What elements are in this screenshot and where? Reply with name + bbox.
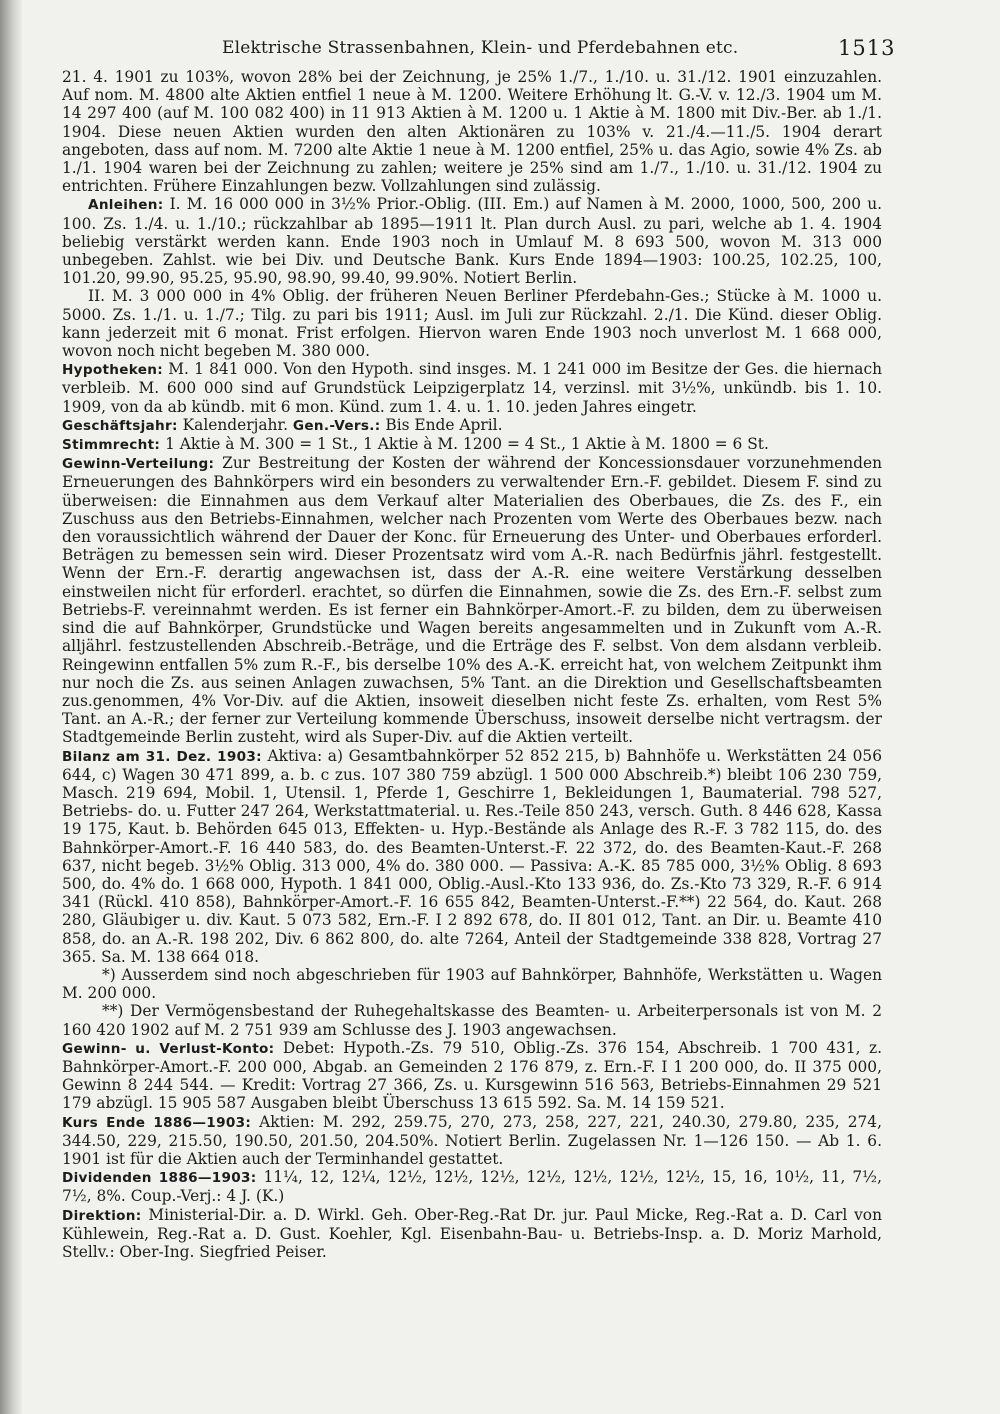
section-label: Dividenden 1886—1903: — [62, 1170, 257, 1187]
page-number: 1513 — [838, 36, 896, 60]
paragraph-text: II. M. 3 000 000 in 4% Oblig. der früheren Neuen Berliner Pferdebahn-Ges.; Stücke à M. 1000 u. 5000. Zs. 1./1. u. 1./7.; Tilg. zu pari bis 1911; Ausl. im Juli zur Rückzahl. 2./1. Die Künd. dieser Oblig. kann jederzeit mit 6 monat. Frist erfolgen. Hiervon waren Ende 1903 noch unverlost M. 1 668 000, wovon noch nicht begeben M. 380 000. — [62, 287, 882, 361]
scan-binding-edge — [0, 0, 22, 1414]
running-title: Elektrische Strassenbahnen, Klein- und Pferdebahnen etc. — [222, 38, 739, 58]
paragraph-direktion — [62, 1206, 882, 1262]
paragraph-text: Aktiva: a) Gesamtbahnkörper 52 852 215, b) Bahnhöfe u. Werkstätten 24 056 644, c) Wagen 30 471 899, a. b. c zus. 107 380 759 abzügl. 1 500 000 Abschreib.*) bleibt 106 230 759, Masch. 219 694, Mobil. 1, Utensil. 1, Pferde 1, Geschirre 1, Bekleidungen 1, Baumaterial. 798 527, Betriebs- do. u. Futter 247 264, Werkstattmaterial. u. Res.-Teile 850 243, versch. Guth. 8 446 628, Kassa 19 175, Kaut. b. Behörden 645 013, Effekten- u. Hyp.-Bestände als Anlage des R.-F. 3 782 115, do. des Bahnkörper-Amort.-F. 16 440 583, do. des Beamten-Unterst.-F. 22 372, do. des Beamten-Kaut.-F. 268 637, nicht begeb. 3½% Oblig. 313 000, 4% do. 380 000. — Passiva: A.-K. 85 785 000, 3½% Oblig. 8 693 500, do. 4% do. 1 668 000, Hypoth. 1 841 000, Oblig.-Ausl.-Kto 133 936, do. Zs.-Kto 73 329, R.-F. 6 914 341 (Rückl. 410 858), Bahnkörper-Amort.-F. 16 655 842, Beamten-Unterst.-F.**) 22 564, do. Kaut. 268 280, Gläubiger u. div. Kaut. 5 073 582, Ern.-F. I 2 892 678, do. II 801 012, Tant. an Dir. u. Beamte 410 858, do. an A.-R. 198 202, Div. 6 862 800, do. alte 7264, Anteil der Stadtgemeinde 338 828, Vortrag 27 365. Sa. M. 138 664 018. — [62, 746, 882, 966]
paragraph-text: I. M. 16 000 000 in 3½% Prior.-Oblig. (III. Em.) auf Namen à M. 2000, 1000, 500, 200 u. 100. Zs. 1./4. u. 1./10.; rückzahlbar ab 1895—1911 lt. Plan durch Ausl. zu pari, welche ab 1. 4. 1904 beliebig verstärkt werden kann. Ende 1903 noch in Umlauf M. 8 693 500, wovon M. 313 000 unbegeben. Zahlst. wie bei Div. und Deutsche Bank. Kurs Ende 1894—1903: 100.25, 102.25, 100, 101.20, 99.90, 95.25, 95.90, 98.90, 99.40, 99.90%. Notiert Berlin. — [62, 195, 883, 288]
paragraph-gewinn-verlust-konto — [62, 1039, 882, 1113]
paragraph-hypotheken — [62, 360, 882, 416]
paragraph-kurs — [62, 1113, 882, 1169]
paragraph-text: Aktien: M. 292, 259.75, 270, 273, 258, 227, 221, 240.30, 279.80, 235, 274, 344.50, 229, 215.50, 190.50, 201.50, 204.50%. Notiert Berlin. Zugelassen Nr. 1—126 150. — Ab 1. 6. 1901 ist für die Aktien auch der Terminhandel gestattet. — [62, 1112, 882, 1168]
paragraph-capital-increase — [62, 68, 882, 195]
section-label: Stimmrecht: — [62, 437, 161, 454]
paragraph-text: Debet: Hypoth.-Zs. 79 510, Oblig.-Zs. 376 154, Abschreib. 1 700 431, z. Bahnkörper-Amort.-F. 200 000, Abgab. an Gemeinden 2 176 879, z. Ern.-F. I 1 200 000, do. II 375 000, Gewinn 8 244 544. — Kredit: Vortrag 27 366, Zs. u. Kursgewinn 516 563, Betriebs-Einnahmen 29 521 179 abzügl. 15 905 587 Ausgaben bleibt Überschuss 13 615 592. Sa. M. 14 159 521. — [62, 1038, 882, 1113]
paragraph-stimmrecht — [62, 435, 882, 454]
paragraph-text: Kalenderjahr. — [182, 415, 288, 434]
paragraph-gewinn-verteilung — [62, 454, 882, 746]
paragraph-geschaeftsjahr — [62, 416, 882, 435]
page-header — [0, 38, 1000, 66]
section-label: Anleihen: — [88, 197, 164, 214]
paragraph-text: M. 1 841 000. Von den Hypoth. sind insges. M. 1 241 000 im Besitze der Ges. die hiernach verbleib. M. 600 000 sind auf Grundstück Leipzigerplatz 14, verzinsl. mit 3½%, unkündb. bis 1. 10. 1909, von da ab kündb. mit 6 mon. Künd. zum 1. 4. u. 1. 10. jeden Jahres eingetr. — [62, 360, 882, 416]
section-label: Gewinn- u. Verlust-Konto: — [62, 1040, 275, 1057]
section-label: Hypotheken: — [62, 362, 164, 379]
section-label-gen-vers: Gen.-Vers.: — [292, 417, 381, 434]
footnote-ruhegehaltskasse — [62, 1002, 882, 1038]
footnote-text: **) Der Vermögensbestand der Ruhegehaltskasse des Beamten- u. Arbeiterpersonals ist von M. 2 160 420 1902 auf M. 2 751 939 am Schlusse des J. 1903 angewachsen. — [62, 1002, 882, 1039]
section-label: Kurs Ende 1886—1903: — [62, 1114, 252, 1131]
paragraph-text: 11¼, 12, 12¼, 12½, 12½, 12½, 12½, 12½, 12½, 12½, 15, 16, 10½, 11, 7½, 7½, 8%. Coup.-Verj.: 4 J. (K.) — [62, 1168, 882, 1206]
paragraph-text: 21. 4. 1901 zu 103%, wovon 28% bei der Zeichnung, je 25% 1./7., 1./10. u. 31./12. 1901 einzuzahlen. Auf nom. M. 4800 alte Aktien entfiel 1 neue à M. 1200. Weitere Erhöhung lt. G.-V. v. 12./3. 1904 um M. 14 297 400 (auf M. 100 082 400) in 11 913 Aktien à M. 1200 u. 1 Aktie à M. 1800 mit Div.-Ber. ab 1./1. 1904. Diese neuen Aktien wurden den alten Aktionären zu 103% v. 21./4.—11./5. 1904 derart angeboten, dass auf nom. M. 7200 alte Aktie 1 neue à M. 1200 entfiel, 25% u. das Agio, sowie 4% Zs. ab 1./1. 1904 waren bei der Zeichnung zu zahlen; weitere je 25% sind am 1./7., 1./10. u. 31./12. 1904 zu entrichten. Frühere Einzahlungen bezw. Vollzahlungen sind zulässig. — [62, 68, 882, 196]
paragraph-text: Ministerial-Dir. a. D. Wirkl. Geh. Ober-Reg.-Rat Dr. jur. Paul Micke, Reg.-Rat a. D. Carl von Kühlewein, Reg.-Rat a. D. Gust. Koehler, Kgl. Eisenbahn-Bau- u. Betriebs-Insp. a. D. Moriz Marhold, Stellv.: Ober-Ing. Siegfried Peiser. — [62, 1205, 882, 1261]
paragraph-anleihe-ii — [62, 287, 882, 360]
section-label: Direktion: — [62, 1207, 142, 1224]
footnote-text: *) Ausserdem sind noch abgeschrieben für 1903 auf Bahnkörper, Bahnhöfe, Werkstätten u. Wagen M. 200 000. — [62, 965, 882, 1003]
paragraph-dividenden — [62, 1168, 882, 1205]
paragraph-bilanz — [62, 747, 882, 966]
paragraph-anleihen — [62, 195, 882, 287]
section-label: Gewinn-Verteilung: — [62, 456, 215, 473]
footnote-abschreibung — [62, 966, 882, 1002]
paragraph-text: Zur Bestreitung der Kosten der während der Koncessionsdauer vorzunehmenden Erneuerungen des Bahnkörpers wird ein besonders zu verwaltender Ern.-F. gebildet. Diesem F. sind zu überweisen: die Einnahmen aus dem Verkauf alter Materialien des Oberbaues, die Zs. des F., ein Zuschuss aus den Betriebs-Einnahmen, welcher nach Prozenten vom Werte des Oberbaues bezw. nach den voraussichtlich während der Dauer der Konc. für Erneuerung des Unter- und Oberbaues erforderl. Beträgen zu bemessen sein wird. Dieser Prozentsatz wird vom A.-R. nach Bedürfnis jährl. festgestellt. Wenn der Ern.-F. derartig angewachsen ist, dass der A.-R. eine weitere Verstärkung desselben einstweilen nicht für erforderl. erachtet, so dürfen die Einnahmen, sowie die Zs. des Ern.-F. selbst zum Betriebs-F. vereinnahmt werden. Es ist ferner ein Bahnkörper-Amort.-F. zu bilden, dem zu überweisen sind die auf Bahnkörper, Grundstücke und Wagen bereits angesammelten und in Zukunft vom A.-R. alljährl. festzustellenden Abschreib.-Beträge, und die Erträge des F. selbst. Von dem alsdann verbleib. Reingewinn entfallen 5% zum R.-F., bis derselbe 10% des A.-K. erreicht hat, von welchem Zeitpunkt ihm nur noch die Zs. aus seinen Anlagen zuwachsen, 5% Tant. an die Direktion und Gesellschaftsbeamten zus.genommen, 4% Vor-Div. auf die Aktien, insoweit dieselben nicht feste Zs. erhalten, vom Rest 5% Tant. an A.-R.; der ferner zur Verteilung kommende Überschuss, insoweit derselbe nicht vertragsm. der Stadtgemeinde Berlin zusteht, wird als Super-Div. auf die Aktien verteilt. — [62, 454, 882, 747]
document-body — [62, 68, 882, 1261]
section-label: Bilanz am 31. Dez. 1903: — [62, 748, 262, 765]
paragraph-text-gen-vers: Bis Ende April. — [385, 415, 503, 434]
section-label: Geschäftsjahr: — [62, 417, 178, 434]
paragraph-text: 1 Aktie à M. 300 = 1 St., 1 Aktie à M. 1200 = 4 St., 1 Aktie à M. 1800 = 6 St. — [165, 435, 769, 454]
